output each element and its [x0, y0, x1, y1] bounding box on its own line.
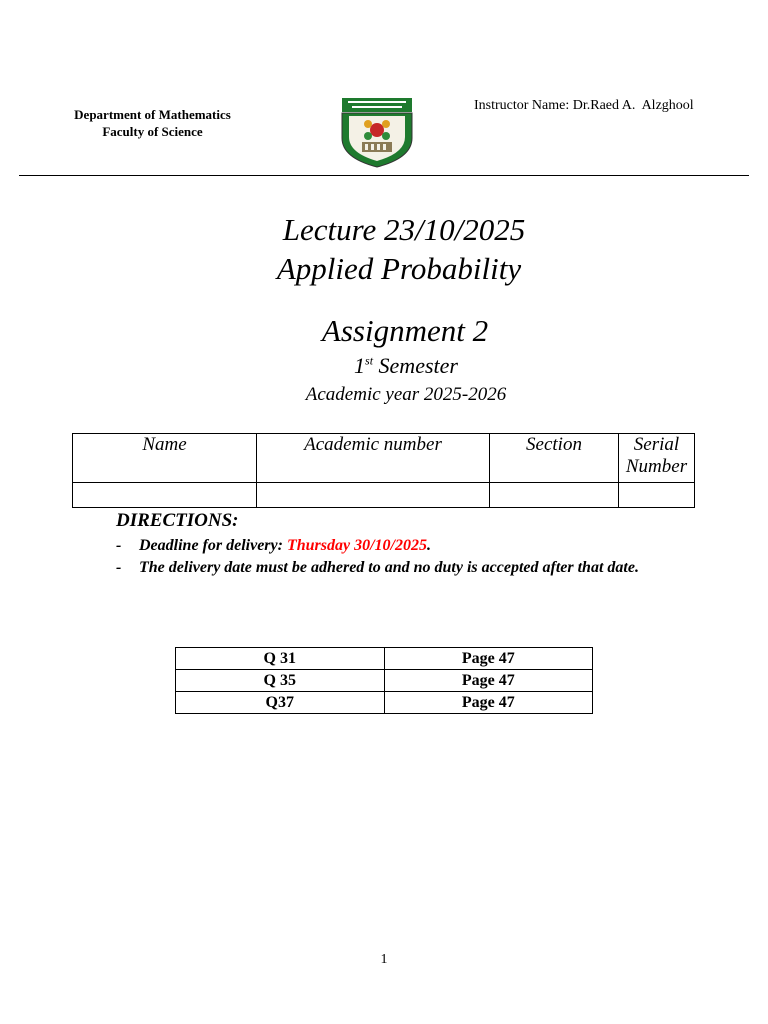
assignment-title: Assignment 2 — [321, 313, 489, 348]
page-number: 1 — [380, 952, 388, 967]
header-divider — [19, 175, 749, 176]
question-number: Q37 — [176, 692, 385, 714]
question-page: Page 47 — [384, 648, 593, 670]
info-entry-row — [73, 483, 695, 508]
questions-table — [175, 647, 593, 714]
university-logo — [338, 96, 416, 168]
question-page: Page 47 — [384, 670, 593, 692]
serial-number-cell[interactable] — [619, 483, 695, 508]
question-row — [176, 670, 593, 692]
semester-number: 1 — [354, 353, 366, 378]
instructor-name: Instructor Name: Dr.Raed A. Alzghool — [474, 98, 694, 113]
semester-label: Semester — [373, 353, 458, 378]
question-page: Page 47 — [384, 692, 593, 714]
question-row — [176, 648, 593, 670]
header-academic-number: Academic number — [257, 434, 490, 483]
deadline-date: Thursday 30/10/2025 — [286, 537, 427, 554]
question-number: Q 31 — [176, 648, 385, 670]
deadline-period: . — [426, 537, 431, 554]
bullet-dash: - — [116, 537, 122, 554]
student-info-table — [72, 433, 695, 508]
delivery-note: The delivery date must be adhered to and no duty is accepted after that date. — [139, 559, 639, 576]
department-name: Department of Mathematics — [74, 107, 231, 122]
header-name: Name — [73, 434, 257, 483]
bullet-dash: - — [116, 559, 122, 576]
department-block — [50, 106, 255, 140]
academic-number-cell[interactable] — [257, 483, 490, 508]
academic-year: Academic year 2025-2026 — [305, 384, 507, 405]
semester-superscript: st — [365, 353, 374, 368]
question-row — [176, 692, 593, 714]
section-cell[interactable] — [490, 483, 619, 508]
question-number: Q 35 — [176, 670, 385, 692]
deadline-line — [139, 535, 431, 556]
directions-heading: DIRECTIONS: — [116, 510, 239, 531]
faculty-name: Faculty of Science — [102, 124, 203, 139]
info-header-row — [73, 434, 695, 483]
header-serial-number: Serial Number — [619, 434, 695, 483]
semester — [0, 353, 768, 379]
deadline-label: Deadline for delivery: — [139, 537, 287, 554]
course-title: Applied Probability — [276, 251, 522, 286]
name-cell[interactable] — [73, 483, 257, 508]
header-section: Section — [490, 434, 619, 483]
lecture-title: Lecture 23/10/2025 — [282, 212, 526, 247]
